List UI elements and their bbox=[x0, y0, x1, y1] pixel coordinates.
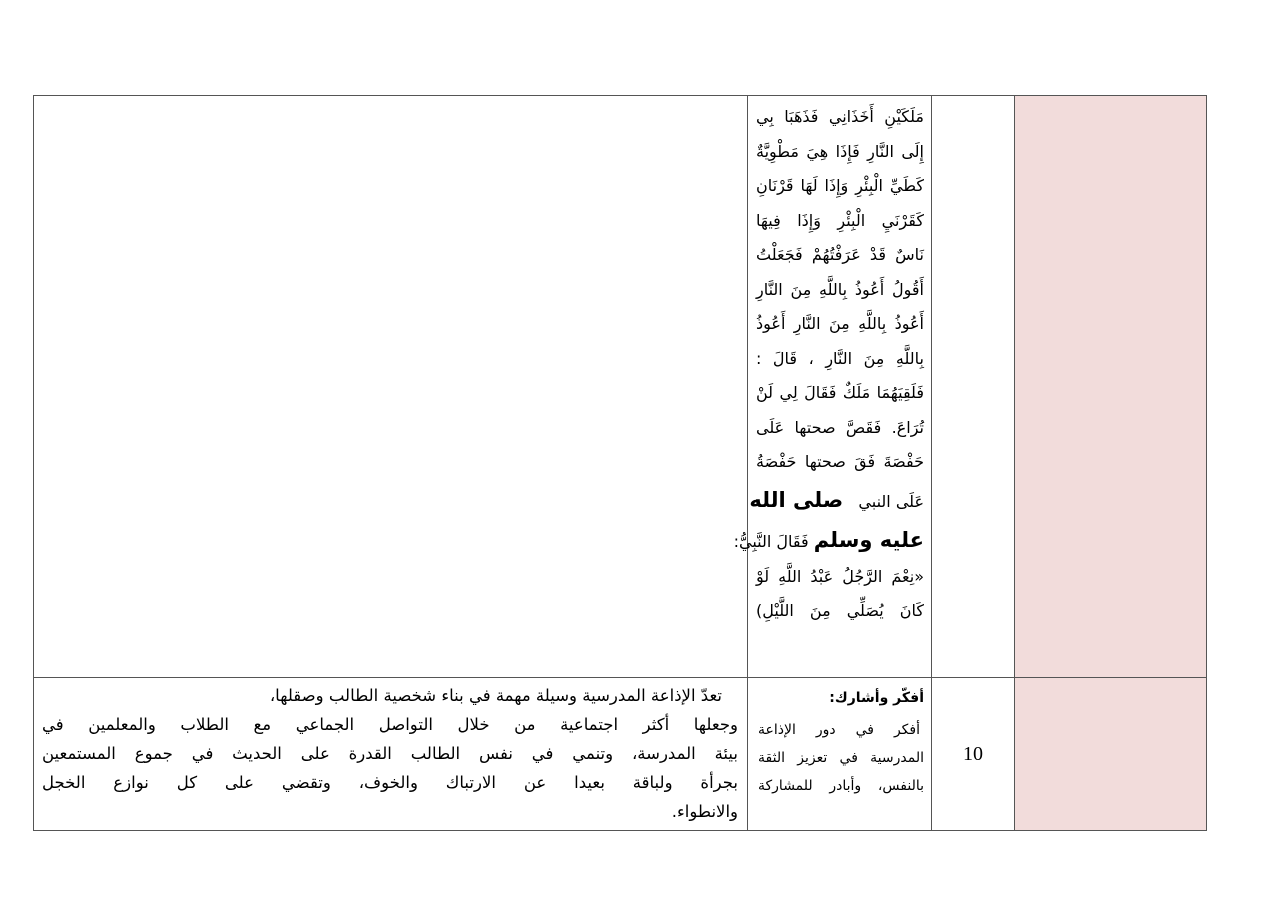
activity-line: بالنفس، وأبادر للمشاركة bbox=[758, 778, 924, 794]
hadith-line: أَقُولُ أَعُوذُ بِاللَّهِ مِنَ النَّارِ bbox=[756, 279, 924, 299]
hadith-line: أَعُوذُ بِاللَّهِ مِنَ النَّارِ أَعُوذُ bbox=[756, 314, 924, 333]
answer-line: وجعلها أكثر اجتماعية من خلال التواصل الجماعي مع الطلاب والمعلمين في bbox=[42, 715, 738, 734]
answer-line: بجرأة ولباقة بعيدا عن الارتباك والخوف، وتقضي على كل نوازع الخجل bbox=[42, 773, 738, 792]
salutation-text: عليه وسلم bbox=[813, 527, 924, 552]
hadith-line-salutation bbox=[749, 480, 924, 520]
hadith-line: إِلَى النَّارِ فَإِذَا هِيَ مَطْوِيَّةٌ bbox=[756, 141, 924, 161]
answer-paragraph bbox=[42, 681, 738, 829]
answer-line: والانطواء. bbox=[671, 802, 738, 821]
row1-answer-cell bbox=[34, 96, 747, 677]
activity-line: أفكر في دور الإذاعة bbox=[758, 722, 920, 738]
hadith-fragment: عَلَى النبي bbox=[858, 491, 924, 511]
content-table bbox=[33, 95, 1207, 831]
hadith-line: حَفْصَةَ فَقَ صحتها حَفْصَةُ bbox=[756, 452, 924, 471]
activity-cell bbox=[758, 690, 924, 826]
answer-line: تعدّ الإذاعة المدرسية وسيلة مهمة في بناء شخصية الطالب وصقلها، bbox=[269, 686, 722, 705]
row2-color-cell bbox=[1015, 678, 1206, 830]
row1-color-cell bbox=[1015, 96, 1206, 677]
column-divider bbox=[747, 96, 748, 830]
hadith-fragment: فَقَالَ النَّبِيُّ: bbox=[733, 531, 809, 551]
activity-line: المدرسية في تعزيز الثقة bbox=[758, 750, 924, 766]
row1-number-cell bbox=[932, 96, 1014, 677]
hadith-line: كَطَيِّ الْبِئْرِ وَإِذَا لَهَا قَرْنَانِ bbox=[756, 176, 924, 195]
hadith-line: كَقَرْنَيِ الْبِئْرِ وَإِذَا فِيهَا bbox=[756, 210, 924, 230]
hadith-line: فَلَقِيَهُمَا مَلَكٌ فَقَالَ لِي لَنْ bbox=[756, 383, 924, 402]
hadith-line: «نِعْمَ الرَّجُلُ عَبْدُ اللَّهِ لَوْ bbox=[756, 566, 924, 586]
hadith-text bbox=[733, 100, 924, 670]
hadith-line: تُرَاعَ. فَقَصَّ صحتها عَلَى bbox=[756, 417, 924, 437]
hadith-line: بِاللَّهِ مِنَ النَّارِ ، قَالَ : bbox=[756, 348, 924, 368]
hadith-line: نَاسٌ قَدْ عَرَفْتُهُمْ فَجَعَلْتُ bbox=[756, 245, 924, 264]
hadith-line-salutation bbox=[733, 520, 924, 560]
salutation-text: صلى الله bbox=[749, 487, 844, 512]
answer-line: بيئة المدرسة، وتنمي في نفس الطالب القدرة على الحديث في جموع المستمعين bbox=[42, 744, 738, 763]
hadith-line: كَانَ يُصَلِّي مِنَ اللَّيْلِ) bbox=[756, 601, 924, 620]
hadith-line: مَلَكَيْنِ أَخَذَانِي فَذَهَبَا بِي bbox=[756, 107, 924, 126]
row-number: 10 bbox=[963, 743, 983, 765]
activity-title: أفكّر وأشارك: bbox=[829, 690, 924, 706]
